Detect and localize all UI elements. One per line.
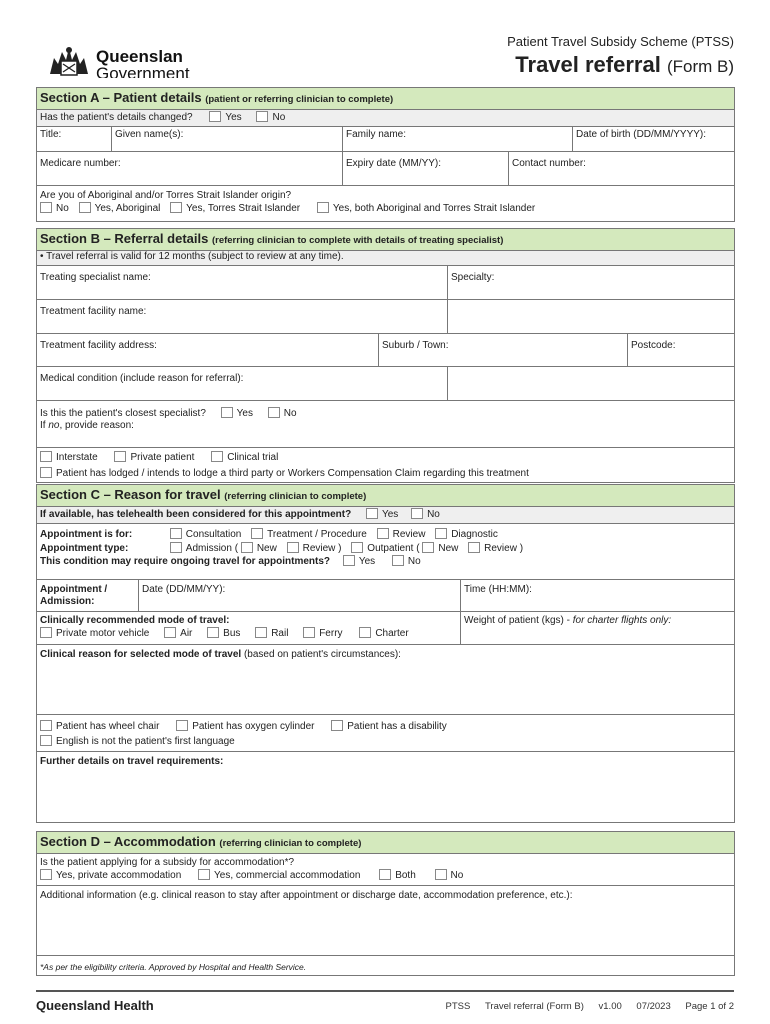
ongoing-no-checkbox[interactable]	[392, 555, 404, 566]
mode-air-checkbox[interactable]	[164, 627, 176, 638]
section-b: Section B – Referral details (referring clinician to complete with details of treating specialist) • Travel referral is valid for 12 months (subject to review at any time). Treating specialist name: Specialty: Treatment facility name: Treatment facility address: Suburb / Town: Postcode: Medical condition (include reason for referral): Is this the patient's closest specialist? Yes No If no, provide reason: Interstate Private patient Clinical trial Patient has lodged / intends to lodge a third party or Workers Compensation Claim regarding this treatment	[36, 228, 735, 483]
ongoing-travel-question: This condition may require ongoing travel for appointments?	[40, 556, 331, 567]
expiry-field[interactable]: Expiry date (MM/YY):	[343, 152, 509, 186]
contact-field[interactable]: Contact number:	[509, 152, 735, 186]
oxygen-checkbox[interactable]	[176, 720, 188, 731]
footer-page: Page 1 of 2	[685, 1001, 734, 1012]
postcode-field[interactable]: Postcode:	[628, 334, 735, 367]
origin-both-checkbox[interactable]	[317, 202, 329, 213]
dob-field[interactable]: Date of birth (DD/MM/YYYY):	[573, 127, 735, 152]
additional-info-field[interactable]: Additional information (e.g. clinical reason to stay after appointment or discharge date, accommodation preference, etc.):	[37, 886, 735, 956]
appt-admission-label: Appointment / Admission:	[37, 580, 139, 612]
patient-weight-field[interactable]: Weight of patient (kgs) - for charter flights only:	[461, 612, 735, 645]
footer-form: Travel referral (Form B)	[484, 1001, 584, 1012]
admission-review-checkbox[interactable]	[287, 542, 299, 553]
section-a-heading: Section A – Patient details (patient or referring clinician to complete)	[37, 88, 735, 110]
section-d: Section D – Accommodation (referring clinician to complete) Is the patient applying for a subsidy for accommodation*? Yes, private accommodation Yes, commercial accommodation Both No Additional information (e.g. clinical reason to stay after appointment or discharge date, accommodation preference, etc.): *As per the eligibility criteria. Approved by Hospital and Health Service.	[36, 831, 735, 976]
accom-both-checkbox[interactable]	[379, 869, 391, 880]
wheelchair-checkbox[interactable]	[40, 720, 52, 731]
clinical-reason-field[interactable]: Clinical reason for selected mode of travel (based on patient's circumstances):	[37, 645, 735, 715]
scheme-name: Patient Travel Subsidy Scheme (PTSS)	[507, 34, 734, 49]
facility-address-field[interactable]: Treatment facility address:	[37, 334, 379, 367]
disability-checkbox[interactable]	[331, 720, 343, 731]
appt-time-field[interactable]: Time (HH:MM):	[461, 580, 735, 612]
mode-rail-checkbox[interactable]	[255, 627, 267, 638]
clinical-trial-checkbox[interactable]	[211, 451, 223, 462]
origin-no-checkbox[interactable]	[40, 202, 52, 213]
telehealth-question: If available, has telehealth been considered for this appointment?	[40, 509, 352, 520]
form-page	[36, 0, 734, 1024]
closest-yes-checkbox[interactable]	[221, 407, 233, 418]
facility-name-extra[interactable]	[448, 300, 735, 334]
specialty-field[interactable]: Specialty:	[448, 266, 735, 300]
telehealth-yes-checkbox[interactable]	[366, 508, 378, 519]
form-header	[36, 30, 734, 82]
mode-of-travel-label: Clinically recommended mode of travel:	[40, 615, 230, 626]
telehealth-no-checkbox[interactable]	[411, 508, 423, 519]
logo-text: Queenslan	[96, 47, 183, 66]
outpatient-review-checkbox[interactable]	[468, 542, 480, 553]
appt-type-label: Appointment type:	[40, 542, 129, 554]
eligibility-footnote: *As per the eligibility criteria. Approved by Hospital and Health Service.	[37, 956, 735, 976]
logo-subtext: Government	[96, 64, 190, 78]
validity-note: • Travel referral is valid for 12 months (subject to review at any time).	[37, 251, 735, 266]
mode-charter-checkbox[interactable]	[359, 627, 371, 638]
suburb-field[interactable]: Suburb / Town:	[379, 334, 628, 367]
further-details-field[interactable]: Further details on travel requirements:	[37, 752, 735, 823]
interstate-checkbox[interactable]	[40, 451, 52, 462]
qld-government-logo	[46, 42, 206, 78]
title-field[interactable]: Title:	[37, 127, 112, 152]
mode-bus-checkbox[interactable]	[207, 627, 219, 638]
third-party-claim-checkbox[interactable]	[40, 467, 52, 478]
outpatient-new-checkbox[interactable]	[422, 542, 434, 553]
appt-date-field[interactable]: Date (DD/MM/YY):	[139, 580, 461, 612]
if-no-reason[interactable]: If no, provide reason:	[40, 420, 134, 431]
section-c-heading: Section C – Reason for travel (referring clinician to complete)	[37, 485, 735, 507]
closest-no-checkbox[interactable]	[268, 407, 280, 418]
facility-name-field[interactable]: Treatment facility name:	[37, 300, 448, 334]
accom-private-checkbox[interactable]	[40, 869, 52, 880]
review-checkbox[interactable]	[377, 528, 389, 539]
accom-no-checkbox[interactable]	[435, 869, 447, 880]
footer-ptss: PTSS	[445, 1001, 471, 1012]
form-title	[515, 52, 734, 78]
details-changed-yes-checkbox[interactable]	[209, 111, 221, 122]
origin-question: Are you of Aboriginal and/or Torres Strait Islander origin?	[40, 190, 292, 201]
ongoing-yes-checkbox[interactable]	[343, 555, 355, 566]
origin-torres-strait-checkbox[interactable]	[170, 202, 182, 213]
appt-for-label: Appointment is for:	[40, 529, 133, 540]
footer-meta	[434, 1001, 734, 1012]
admission-checkbox[interactable]	[170, 542, 182, 553]
title-main: Travel referral	[515, 52, 661, 77]
footer-divider	[36, 990, 734, 992]
no-label: No	[272, 112, 286, 123]
origin-aboriginal-checkbox[interactable]	[79, 202, 91, 213]
admission-new-checkbox[interactable]	[241, 542, 253, 553]
title-sub: (Form B)	[666, 57, 734, 76]
medical-condition-extra[interactable]	[448, 367, 735, 401]
treatment-checkbox[interactable]	[251, 528, 263, 539]
section-b-heading: Section B – Referral details (referring clinician to complete with details of treating specialist)	[37, 229, 735, 251]
english-checkbox[interactable]	[40, 735, 52, 746]
medical-condition-field[interactable]: Medical condition (include reason for referral):	[37, 367, 448, 401]
accom-commercial-checkbox[interactable]	[198, 869, 210, 880]
coat-of-arms-icon	[46, 44, 92, 78]
details-changed-no-checkbox[interactable]	[256, 111, 268, 122]
closest-specialist-question: Is this the patient's closest specialist?	[40, 408, 206, 419]
given-names-field[interactable]: Given name(s):	[112, 127, 343, 152]
specialist-name-field[interactable]: Treating specialist name:	[37, 266, 448, 300]
mode-ferry-checkbox[interactable]	[303, 627, 315, 638]
mode-private-vehicle-checkbox[interactable]	[40, 627, 52, 638]
section-d-heading: Section D – Accommodation (referring clinician to complete)	[37, 832, 735, 854]
footer-org: Queensland Health	[36, 998, 154, 1013]
diagnostic-checkbox[interactable]	[435, 528, 447, 539]
section-c: Section C – Reason for travel (referring clinician to complete) If available, has telehealth been considered for this appointment? Yes No Appointment is for: Consultation Treatment / Procedure Review Diagnostic Appointment type: Admission ( New Review ) Outpatient ( New Review ) This condition may require ongoing travel for appointments? Yes No Appointment / Admission: Date (DD/MM/YY): Time (HH:MM): Clinically recommended mode of travel: Private motor vehicle Air Bus Rail Ferry Charter Weight of patient (kgs) - for charter flights only: Clinical reason for selected mode of travel (based on patient's circumstances): Patient has wheel chair Patient has oxygen cylinder Patient has a disability English is not the patient's first language Further details on travel requirements:	[36, 484, 735, 823]
footer-date: 07/2023	[636, 1001, 671, 1012]
private-patient-checkbox[interactable]	[114, 451, 126, 462]
accommodation-question: Is the patient applying for a subsidy for accommodation*?	[40, 857, 295, 868]
footer-version: v1.00	[598, 1001, 622, 1012]
outpatient-checkbox[interactable]	[351, 542, 363, 553]
consultation-checkbox[interactable]	[170, 528, 182, 539]
family-name-field[interactable]: Family name:	[343, 127, 573, 152]
medicare-field[interactable]: Medicare number:	[37, 152, 343, 186]
section-a: Section A – Patient details (patient or referring clinician to complete) Has the patient's details changed? Yes No Title: Given name(s): Family name: Date of birth (DD/MM/YYYY): Medicare number: Expiry date (MM/YY): Contact number: Are you of Aboriginal and/or Torres Strait Islander origin? No Yes, Aboriginal Yes, Torres Strait Islander Yes, both Aboriginal and Torres Strait Islander	[36, 87, 735, 222]
details-changed-question: Has the patient's details changed?	[40, 112, 193, 123]
yes-label: Yes	[225, 112, 242, 123]
